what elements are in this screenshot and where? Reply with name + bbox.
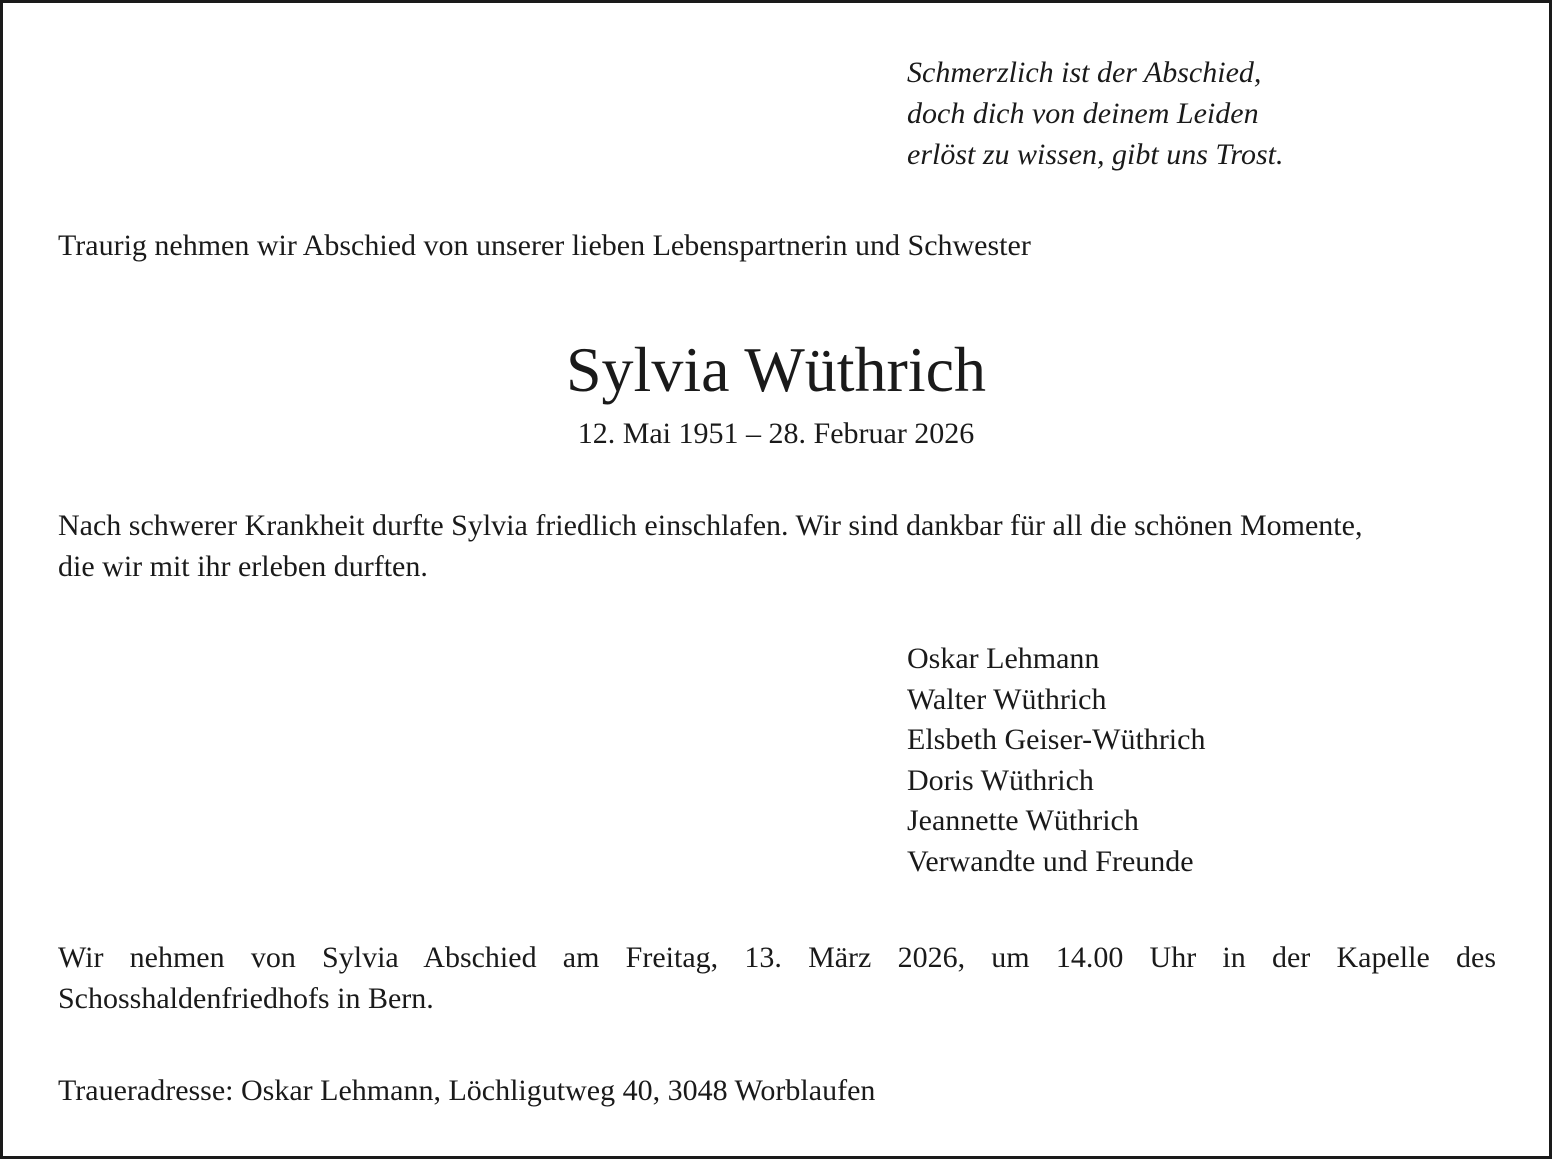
mourner-name: Oskar Lehmann	[907, 642, 1100, 675]
ceremony-line: Wir nehmen von Sylvia Abschied am Freitag, 13. März 2026, um 14.00 Uhr in der Kapelle des	[58, 941, 1496, 974]
mourners-list	[907, 639, 1205, 882]
motto-verse	[907, 52, 1283, 175]
message-paragraph	[58, 505, 1498, 587]
motto-line: erlöst zu wissen, gibt uns Trost.	[907, 138, 1284, 171]
mourning-address: Traueradresse: Oskar Lehmann, Löchligutweg 40, 3048 Worblaufen	[58, 1074, 876, 1107]
ceremony-line: Schosshaldenfriedhofs in Bern.	[58, 982, 434, 1015]
motto-line: Schmerzlich ist der Abschied,	[907, 56, 1262, 89]
mourner-name: Elsbeth Geiser-Wüthrich	[907, 723, 1206, 756]
mourner-name: Jeannette Wüthrich	[907, 804, 1139, 837]
intro-text: Traurig nehmen wir Abschied von unserer lieben Lebenspartnerin und Schwester	[58, 229, 1031, 262]
motto-line: doch dich von deinem Leiden	[907, 97, 1259, 130]
message-line: Nach schwerer Krankheit durfte Sylvia friedlich einschlafen. Wir sind dankbar für all die schönen Momente,	[58, 509, 1363, 542]
deceased-name: Sylvia Wüthrich	[565, 334, 987, 405]
mourner-name: Walter Wüthrich	[907, 682, 1107, 716]
mourner-name: Doris Wüthrich	[907, 763, 1094, 797]
mourner-name: Verwandte und Freunde	[907, 844, 1194, 878]
ceremony-paragraph	[58, 937, 1496, 1019]
life-dates: 12. Mai 1951 – 28. Februar 2026	[577, 417, 975, 450]
message-line: die wir mit ihr erleben durften.	[58, 550, 428, 583]
